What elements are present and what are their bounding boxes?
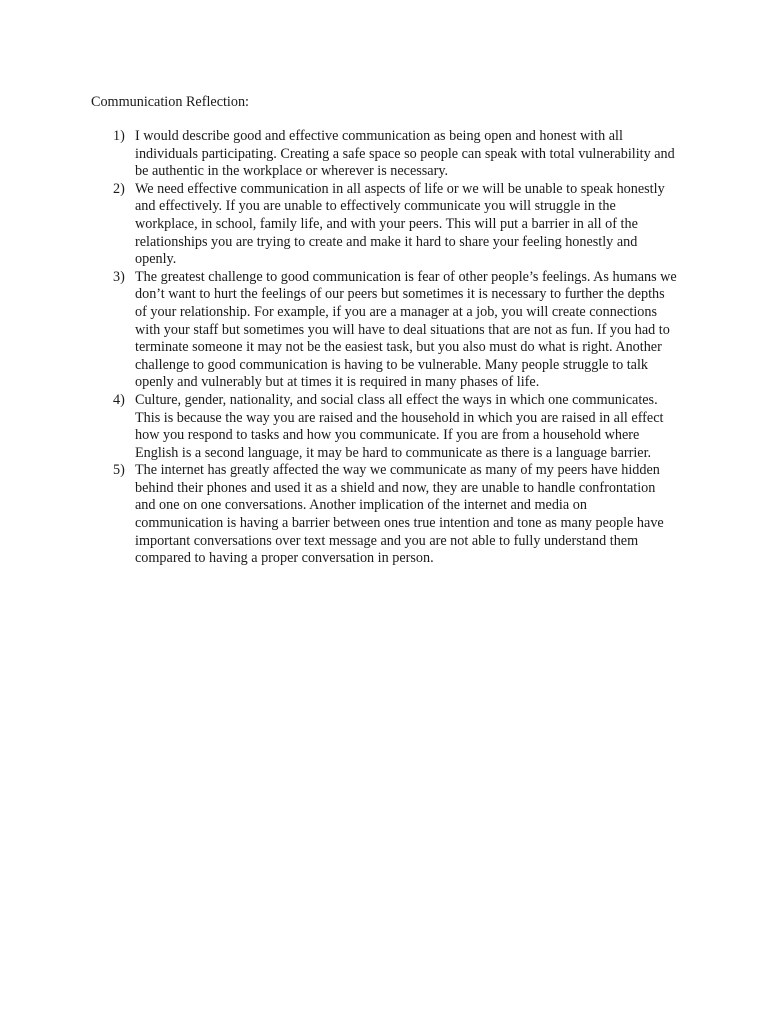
list-item-text: Culture, gender, nationality, and social class all effect the ways in which one communicates. This is because the way you are raised and the household in which you are raised in all effect how you respond to tasks and how you communicate. If you are from a household where English is a second language, it may be hard to communicate as there is a language barrier. xyxy=(135,391,664,461)
list-item-number: 3) xyxy=(113,268,125,285)
list-item xyxy=(0,181,768,269)
answer-list xyxy=(0,128,768,568)
list-item xyxy=(0,392,768,462)
list-item-number: 4) xyxy=(113,391,125,408)
document-title: Communication Reflection: xyxy=(91,94,250,110)
list-item xyxy=(0,128,768,181)
list-item-text: The internet has greatly affected the way we communicate as many of my peers have hidden behind their phones and used it as a shield and now, they are unable to handle confrontation and one on one conversations. Another implication of the internet and media on communication is having a barrier between ones true intention and tone as many people have important conversations over text message and you are not able to fully understand them compared to having a proper conversation in person. xyxy=(135,462,664,567)
list-item-text: I would describe good and effective communication as being open and honest with all individuals participating. Creating a safe space so people can speak with total vulnerability and be authentic in the workplace or wherever is necessary. xyxy=(135,128,675,180)
list-item-number: 5) xyxy=(113,462,125,479)
list-item xyxy=(0,269,768,392)
list-item-text: The greatest challenge to good communication is fear of other people’s feelings. As humans we don’t want to hurt the feelings of our peers but sometimes it is necessary to further the depths of your relationship. For example, if you are a manager at a job, you will create connections with your staff but sometimes you will have to deal situations that are not as fun. If you had to terminate someone it may not be the easiest task, but you also must do what is right. Another challenge to good communication is having to be vulnerable. Many people struggle to talk openly and vulnerably but at times it is required in many phases of life. xyxy=(135,268,677,391)
list-item xyxy=(0,462,768,568)
list-item-text: We need effective communication in all aspects of life or we will be unable to speak honestly and effectively. If you are unable to effectively communicate you will struggle in the workplace, in school, family life, and with your peers. This will put a barrier in all of the relationships you are trying to create and make it hard to share your feeling honestly and openly. xyxy=(135,180,665,268)
list-item-number: 1) xyxy=(113,128,125,144)
list-item-number: 2) xyxy=(113,180,125,197)
